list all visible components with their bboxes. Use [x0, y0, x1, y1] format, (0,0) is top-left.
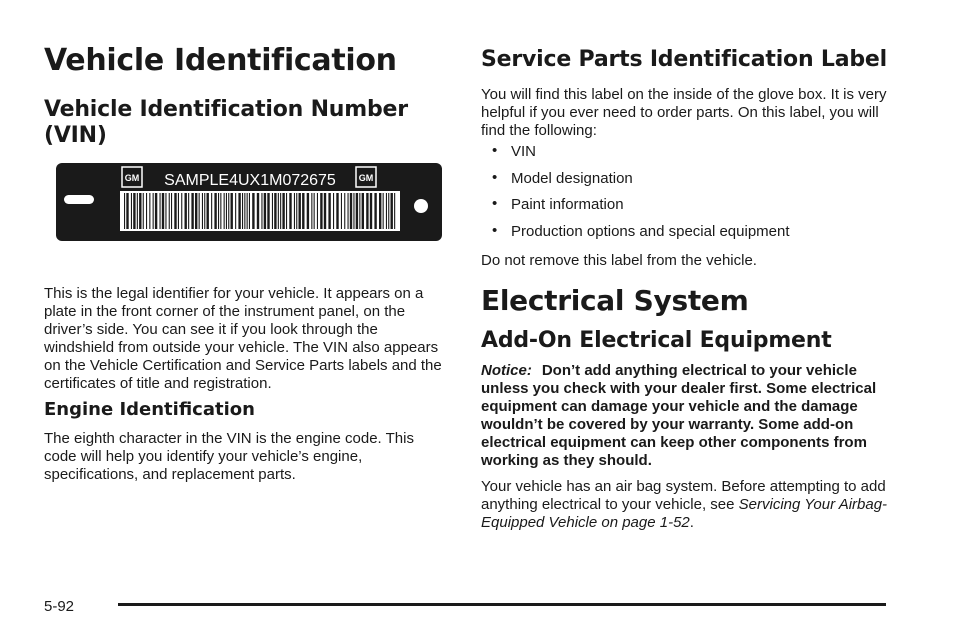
service-parts-note: Do not remove this label from the vehicle.	[481, 252, 757, 269]
barcode-bar	[386, 193, 387, 229]
barcode-bar	[286, 193, 287, 229]
barcode-bar	[244, 193, 245, 229]
barcode-bar	[261, 193, 262, 229]
airbag-text: Your vehicle has an air bag system. Before attempting to add anything electrical to your vehicle, see	[481, 478, 886, 513]
barcode-bar	[137, 193, 138, 229]
barcode-bar	[272, 193, 273, 229]
vin-description: This is the legal identifier for your vehicle. It appears on a plate in the front corner of the instrument panel, on the driver’s side. You can see it if you look through the windshield from outside your vehicle. The VIN also appears on the Vehicle Certification and Service Parts labels and the certificates of title and registration.	[44, 285, 442, 392]
barcode-bar	[278, 193, 279, 229]
barcode-bar	[249, 193, 250, 229]
barcode-bar	[162, 193, 164, 229]
mounting-hole-right	[414, 199, 428, 213]
heading-vin: Vehicle Identification Number (VIN)	[44, 97, 408, 148]
vin-text: SAMPLE4UX1M072675	[164, 172, 336, 189]
barcode-bar	[350, 193, 352, 229]
barcode-bar	[126, 193, 128, 229]
barcode-bar	[379, 193, 381, 229]
barcode-bar	[214, 193, 216, 229]
barcode-bar	[169, 193, 170, 229]
barcode-bar	[366, 193, 368, 229]
mounting-slot-left	[64, 195, 94, 204]
barcode-bar	[191, 193, 193, 229]
airbag-paragraph: Your vehicle has an air bag system. Before attempting to add anything electrical to your vehicle, see Servicing Your Airbag-Equipped Vehicle on page 1-52.	[481, 478, 888, 531]
barcode-bar	[131, 193, 132, 229]
barcode-bar	[247, 193, 248, 229]
barcode-bar	[328, 193, 330, 229]
barcode-bar	[199, 193, 200, 229]
barcode-bar	[149, 193, 150, 229]
barcode-bar	[391, 193, 393, 229]
barcode-bar	[341, 193, 342, 229]
barcode-bar	[289, 193, 291, 229]
barcode-bar	[267, 193, 269, 229]
barcode-bar	[348, 193, 349, 229]
barcode-bar	[220, 193, 221, 229]
barcode-bar	[146, 193, 147, 229]
barcode-bar	[211, 193, 212, 229]
footer-rule	[118, 603, 886, 606]
barcode-bar	[317, 193, 318, 229]
vin-plate-svg	[56, 163, 442, 241]
barcode-bar	[235, 193, 236, 229]
barcode-bar	[280, 193, 281, 229]
barcode-bar	[264, 193, 266, 229]
barcode-bar	[226, 193, 227, 229]
barcode-bar	[274, 193, 276, 229]
barcode-bar	[320, 193, 322, 229]
barcode-bar	[374, 193, 376, 229]
barcode-bar	[228, 193, 229, 229]
barcode-bar	[353, 193, 354, 229]
engine-description: The eighth character in the VIN is the engine code. This code will help you identify your vehicle’s engine, specifications, and replacement parts.	[44, 430, 414, 483]
section-title-vehicle-identification: Vehicle Identification	[44, 43, 397, 78]
barcode-bar	[238, 193, 240, 229]
barcode-bar	[307, 193, 309, 229]
barcode-bar	[178, 193, 179, 229]
barcode-bar	[359, 193, 360, 229]
barcode-bar	[185, 193, 187, 229]
barcode-bar	[174, 193, 176, 229]
barcode-bar	[394, 193, 395, 229]
list-item: • Production options and special equipment	[492, 221, 790, 240]
vin-plate-illustration	[56, 163, 442, 246]
barcode-bar	[224, 193, 225, 229]
barcode-bar	[299, 193, 301, 229]
barcode-bar	[153, 193, 154, 229]
barcode-bar	[207, 193, 209, 229]
barcode-bar	[370, 193, 372, 229]
notice-label: Notice:	[481, 362, 532, 379]
barcode-bar	[336, 193, 338, 229]
barcode-bar	[204, 193, 205, 229]
page-number: 5-92	[44, 598, 75, 615]
barcode-bar	[171, 193, 172, 229]
barcode-bar	[302, 193, 304, 229]
barcode-bar	[324, 193, 326, 229]
barcode-bar	[296, 193, 297, 229]
barcode-bar	[160, 193, 161, 229]
barcode-bar	[124, 193, 125, 229]
heading-add-on-electrical: Add-On Electrical Equipment	[481, 328, 832, 353]
barcode-bar	[362, 193, 364, 229]
service-parts-list	[481, 143, 790, 249]
barcode-bar	[333, 193, 334, 229]
barcode-bar	[294, 193, 295, 229]
barcode-bar	[143, 193, 144, 229]
barcode-bar	[218, 193, 219, 229]
airbag-reference-link[interactable]: Servicing Your Airbag-Equipped Vehicle on page 1-52	[481, 496, 888, 531]
barcode-bar	[314, 193, 315, 229]
bullet-icon: •	[492, 142, 498, 159]
gm-logo-left: GM	[124, 173, 140, 183]
bullet-icon: •	[492, 195, 498, 212]
barcode-bar	[202, 193, 203, 229]
barcode-bar	[165, 193, 166, 229]
heading-service-parts-label: Service Parts Identification Label	[481, 47, 887, 72]
barcode-bar	[252, 193, 254, 229]
barcode-bar	[155, 193, 157, 229]
barcode-bar	[181, 193, 182, 229]
notice-paragraph	[481, 362, 891, 470]
section-title-electrical-system: Electrical System	[481, 284, 749, 317]
barcode-bar	[195, 193, 197, 229]
barcode-bar	[231, 193, 233, 229]
barcode-bar	[356, 193, 358, 229]
barcode-bar	[188, 193, 189, 229]
barcode-bar	[133, 193, 135, 229]
gm-logo-right: GM	[358, 173, 374, 183]
bullet-icon: •	[492, 168, 498, 186]
barcode-bar	[311, 193, 312, 229]
barcode-bar	[344, 193, 345, 229]
list-item: • Paint information	[492, 195, 624, 213]
notice-text: Don’t add anything electrical to your vehicle unless you check with your dealer first. Some electrical equipment can damage your vehicle and the damage wouldn’t be covered by your warranty. Some add-on electrical equipment can keep other components from working as they should.	[481, 362, 877, 469]
list-item: • Model designation	[492, 168, 633, 187]
barcode-bar	[139, 193, 141, 229]
list-item: • VIN	[492, 142, 537, 160]
barcode-bar	[242, 193, 243, 229]
barcode-bar	[257, 193, 259, 229]
bullet-icon: •	[492, 221, 498, 239]
barcode-bar	[388, 193, 389, 229]
heading-engine-identification: Engine Identification	[44, 399, 255, 420]
barcode-bar	[383, 193, 384, 229]
service-parts-description: You will find this label on the inside of the glove box. It is very helpful if you ever need to order parts. On this label, you will find the following:	[481, 86, 887, 139]
barcode-bar	[282, 193, 284, 229]
